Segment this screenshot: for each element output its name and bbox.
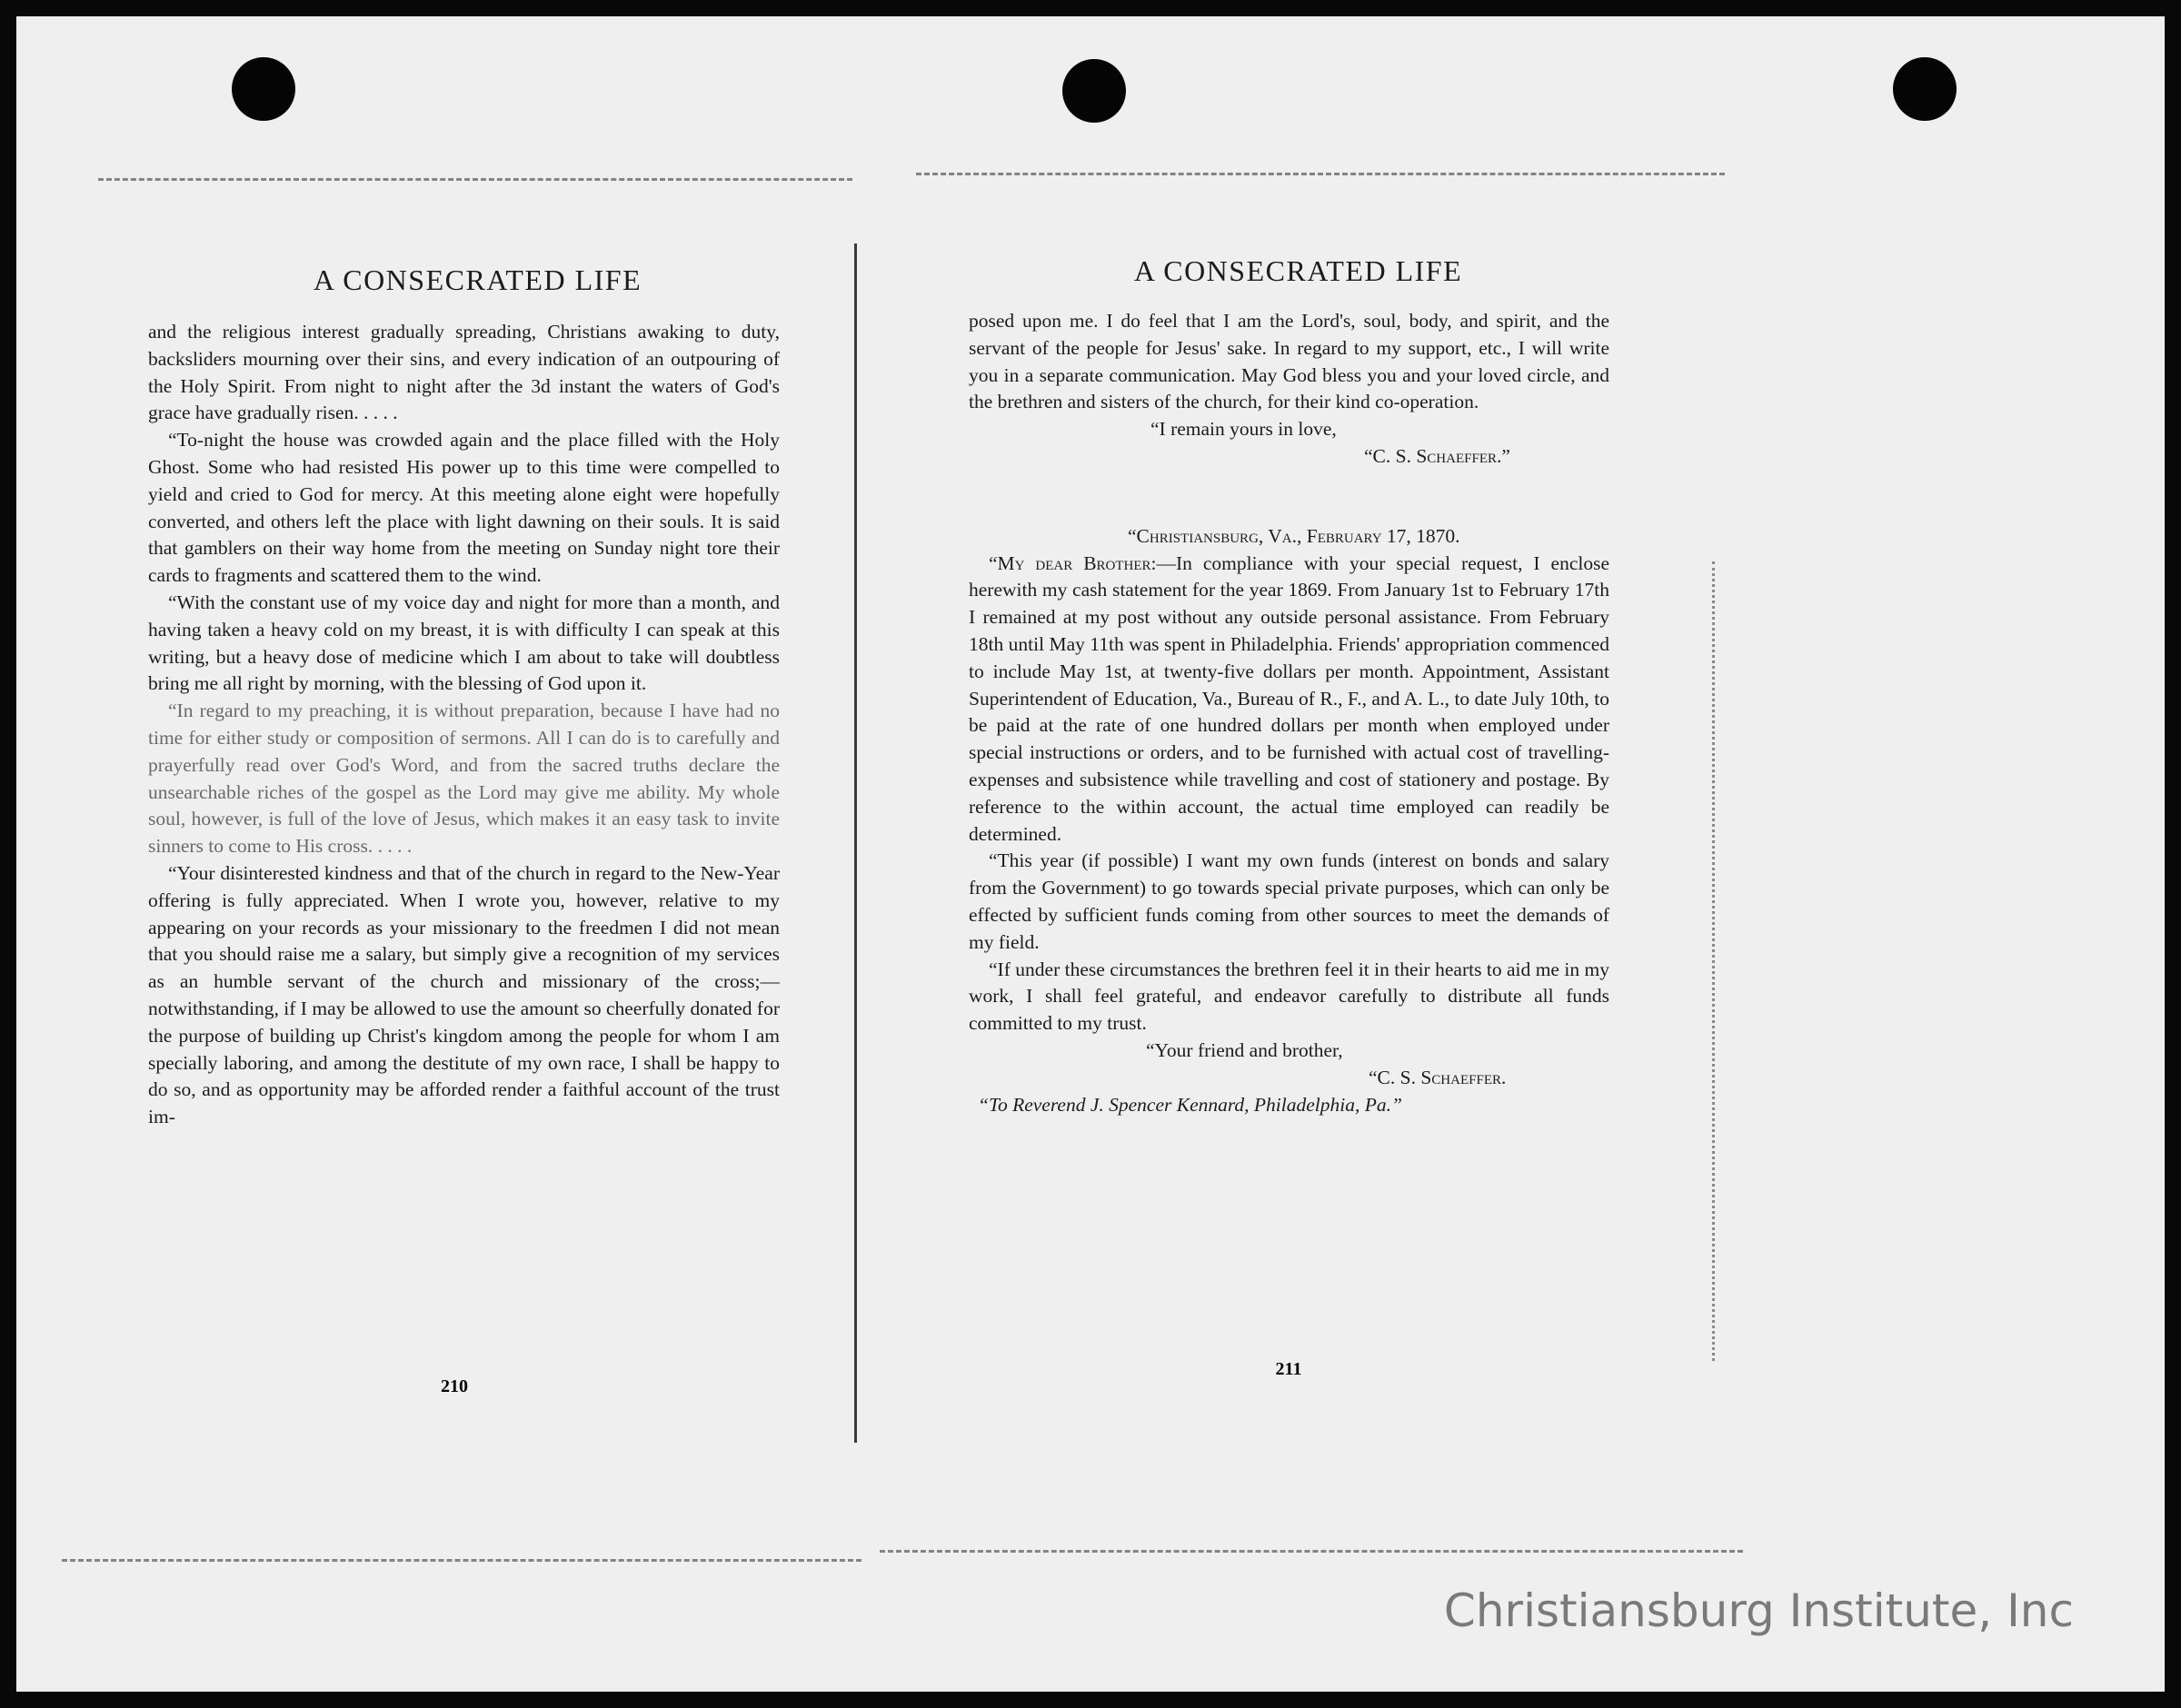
left-paragraph: and the religious interest gradually spreading, Christians awaking to duty, backsliders mourning over their sins, and every indication of an outpouring of the Holy Spirit. From night to night after the 3d instant the waters of God's grace have gradually risen. . . . . — [148, 321, 780, 424]
bottom-edge-line-left — [62, 1559, 861, 1562]
left-paragraph: “With the constant use of my voice day and night for more than a month, and having taken a heavy cold on my breast, it is with difficulty I can speak at this writing, but a heavy dose of medicine which I am about to take will doubtless bring me all right by morning, with the blessing of God upon it. — [148, 591, 780, 695]
closing-line: “Your friend and brother, — [1146, 1038, 1343, 1061]
watermark: Christiansburg Institute, Inc — [1443, 1584, 2074, 1637]
right-paragraph: posed upon me. I do feel that I am the Lord's, soul, body, and spirit, and the servant of the people for Jesus' sake. In regard to my support, etc., I will write you in a separate communication. May God bless you and your loved circle, and the brethren and sisters of the church, for their kind co-operation. — [969, 310, 1609, 413]
scanned-sheet — [16, 16, 2165, 1692]
right-paragraph: “If under these circumstances the brethren feel it in their hearts to aid me in my work, I shall feel grateful, and endeavor carefully to distribute all funds committed to my trust. — [969, 958, 1609, 1035]
right-page — [969, 254, 1609, 1118]
right-paragraph — [969, 551, 1609, 849]
right-page-header: A CONSECRATED LIFE — [1133, 254, 1463, 287]
letter-body: —In compliance with your special request, I enclose herewith my cash statement for the year 1869. From January 1st to February 17th I remained at my post without any outside personal assistance. From February 18th until May 11th was spent in Philadelphia. Friends' appropriation commenced to include May 1st, at twenty-five dollars per month. Appointment, Assistant Superintendent of Education, Va., Bureau of R., F., and A. L., to date July 10th, to be paid at the rate of one hundred dollars per month when employed under special instructions or orders, and to be furnished with actual cost of travelling-expenses and subsistence while travelling and cost of stationery and postage. By reference to the within account, the actual time employed can readily be determined. — [969, 551, 1609, 845]
left-page-number: 210 — [441, 1376, 468, 1396]
bottom-edge-line-right — [880, 1550, 1743, 1553]
salutation: “My dear Brother: — [989, 551, 1157, 574]
left-page — [148, 263, 780, 1131]
addressee: “To Reverend J. Spencer Kennard, Philadelphia, Pa.” — [978, 1093, 1402, 1116]
punch-hole-right — [1893, 57, 1957, 121]
left-paragraph: “Your disinterested kindness and that of the church in regard to the New-Year offering is fully appreciated. When I wrote you, however, relative to my appearing on your records as your missionary to the freedmen I did not mean that you should raise me a salary, but simply give a recognition of my services as an humble servant of the church and missionary of the cross;—notwithstanding, if I may be allowed to use the amount so cheerfully donated for the purpose of building up Christ's kingdom among the people for whom I am specially laboring, and among the destitute of my own race, I shall be happy to do so, and as opportunity may be afforded render a faithful account of the trust im- — [148, 861, 780, 1128]
right-margin-dots — [1712, 561, 1715, 1361]
punch-hole-center — [1062, 59, 1126, 123]
dateline: “Christiansburg, Va., February 17, 1870. — [1128, 524, 1460, 547]
signature: “C. S. Schaeffer.” — [1364, 444, 1510, 467]
top-edge-line-left — [98, 178, 852, 181]
closing-line: “I remain yours in love, — [1150, 418, 1337, 441]
left-paragraph: “To-night the house was crowded again and the place filled with the Holy Ghost. Some who had resisted His power up to this time were compelled to yield and cried to God for mercy. At this meeting alone eight were hopefully converted, and others left the place with light dawning on their souls. It is said that gamblers on their way home from the meeting on Sunday night tore their cards to fragments and scattered them to the wind. — [148, 429, 780, 587]
top-edge-line-right — [916, 173, 1725, 175]
page-gutter-line — [854, 243, 857, 1443]
left-page-header: A CONSECRATED LIFE — [313, 263, 642, 296]
right-page-number: 211 — [1275, 1359, 1302, 1379]
right-paragraph: “This year (if possible) I want my own funds (interest on bonds and salary from the Government) to go towards special private purposes, which can only be effected by sufficient funds coming from other sources to meet the demands of my field. — [969, 849, 1609, 953]
punch-hole-left — [232, 57, 295, 121]
left-paragraph: “In regard to my preaching, it is without preparation, because I have had no time for either study or composition of sermons. All I can do is to carefully and prayerfully read over God's Word, and from the sacred truths declare the unsearchable riches of the gospel as the Lord may give me ability. My whole soul, however, is full of the love of Jesus, which makes it an easy task to invite sinners to come to His cross. . . . . — [148, 700, 780, 858]
signature: “C. S. Schaeffer. — [1369, 1066, 1507, 1088]
